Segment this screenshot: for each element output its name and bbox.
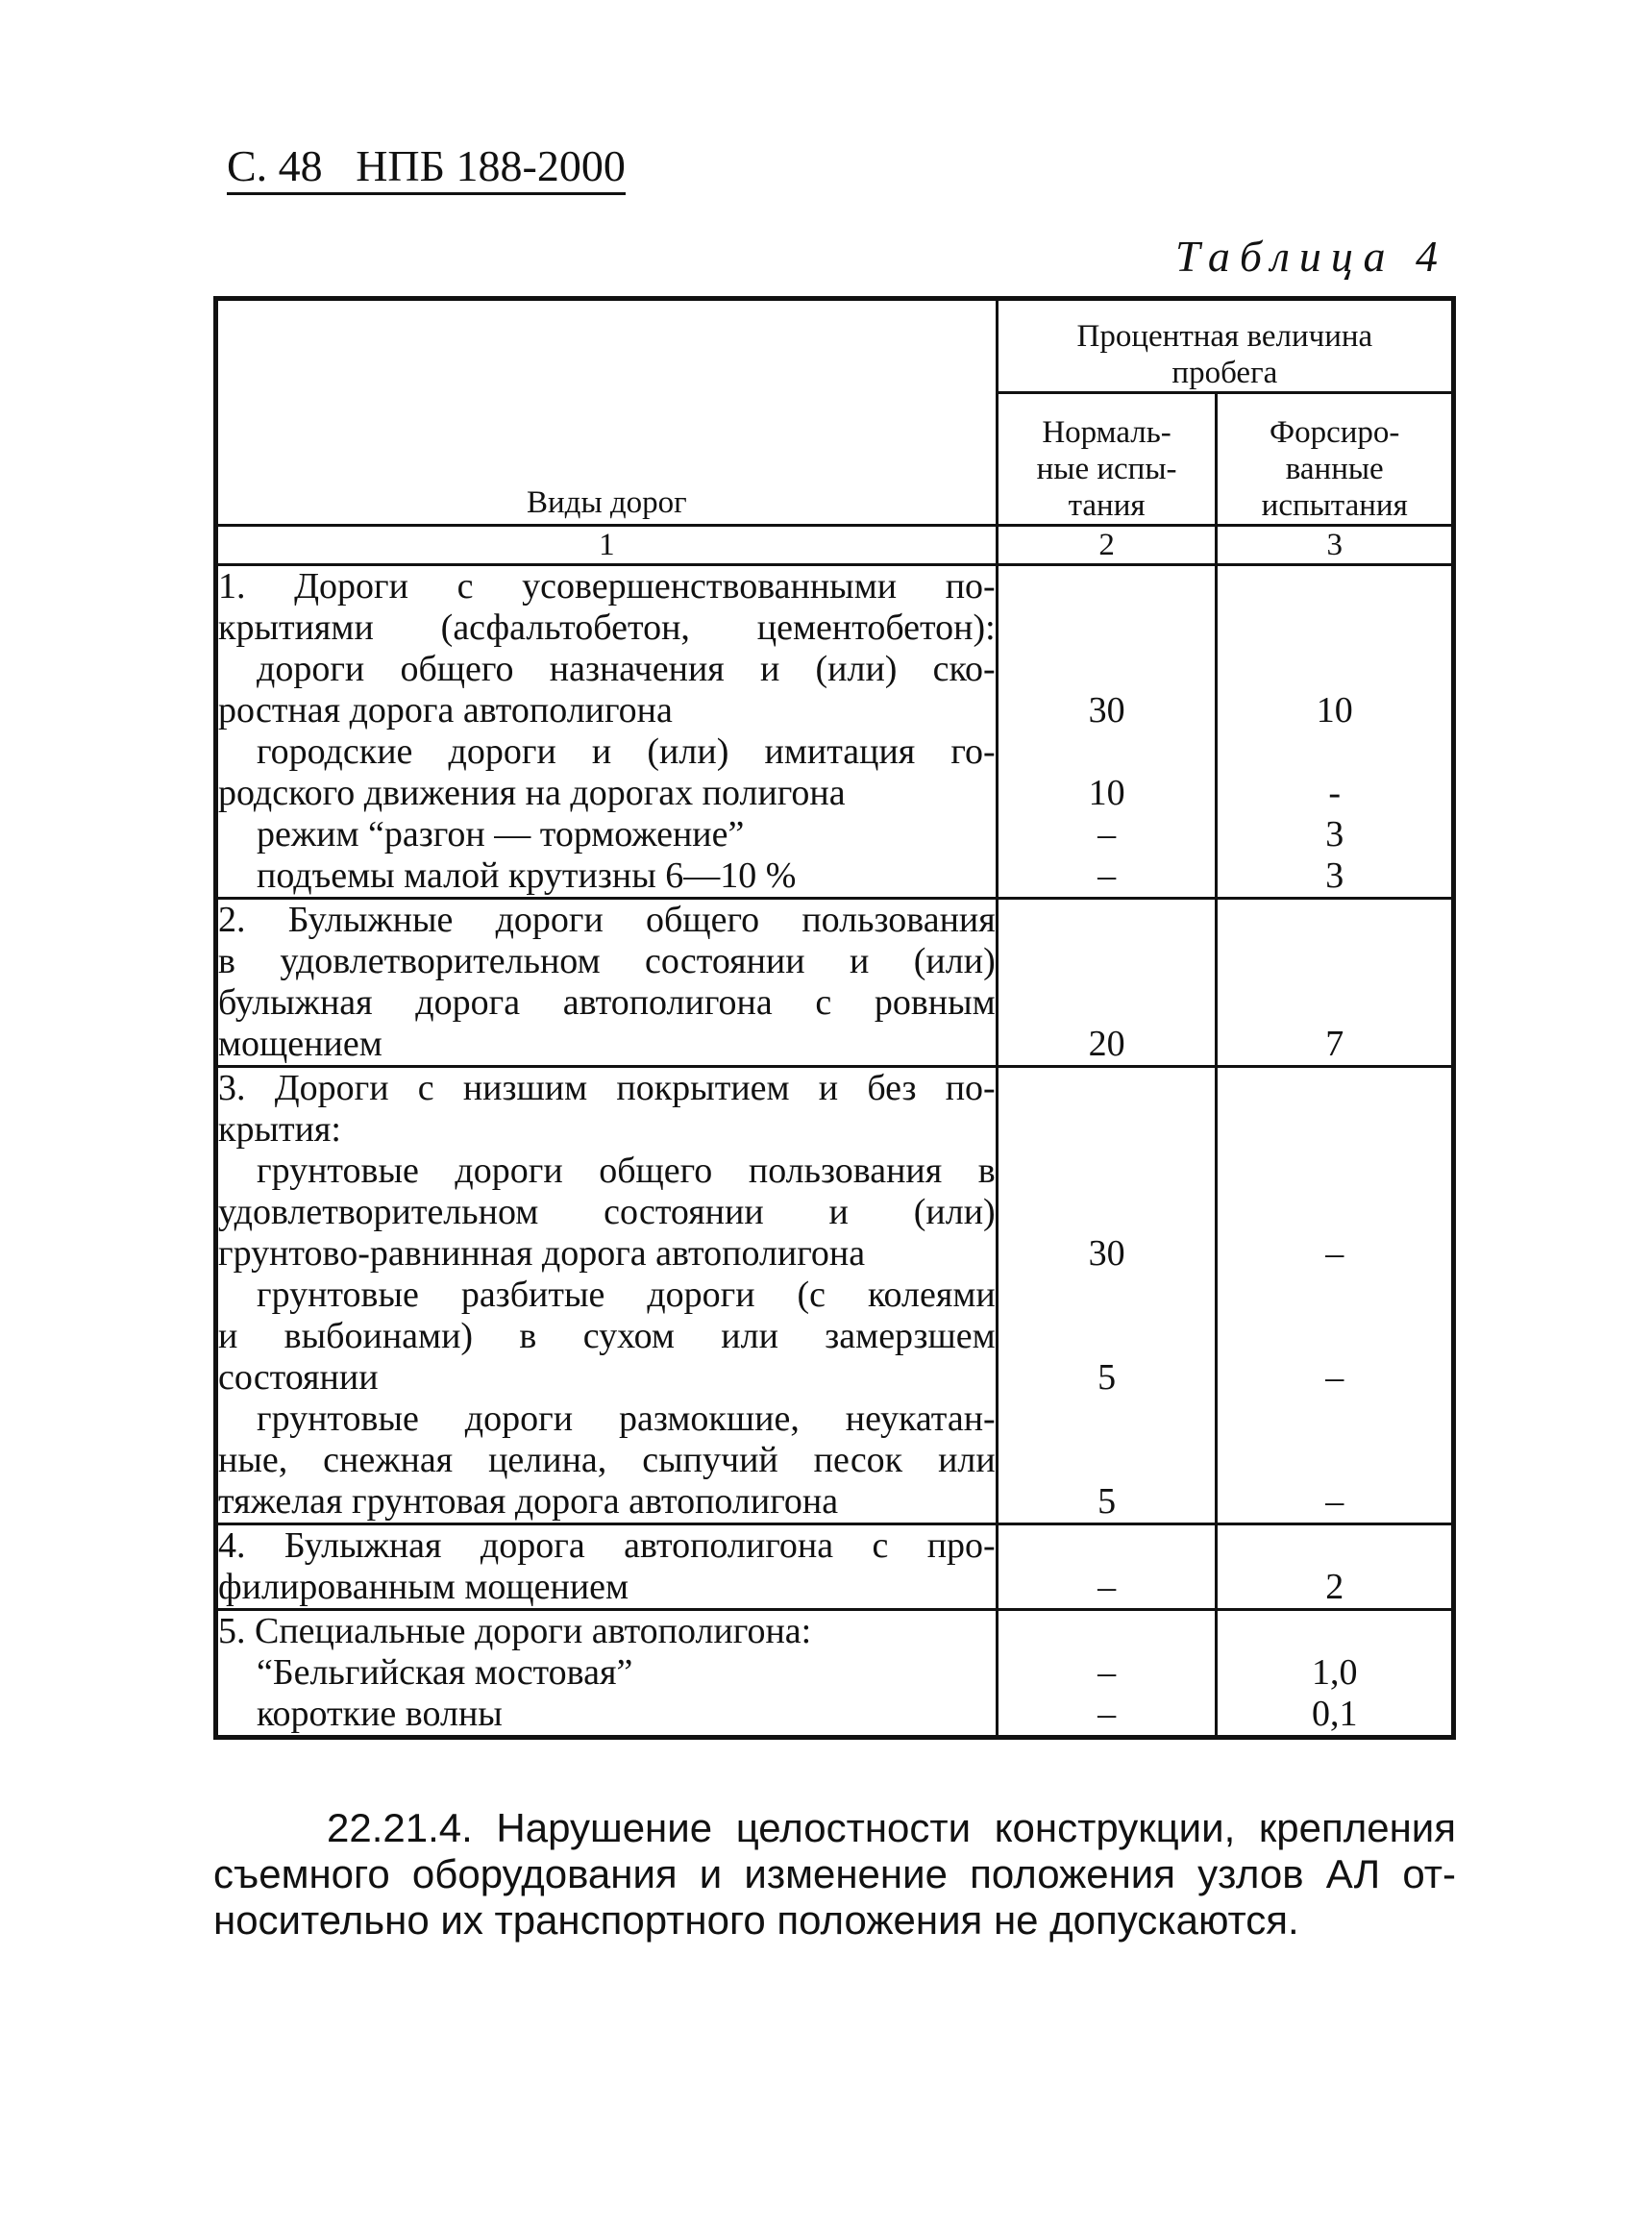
column-number: 1	[216, 526, 998, 565]
forced-value-cell: 10 - 3 3	[1217, 565, 1454, 899]
road-type-cell: 1. Дороги с усовершенствованными по- крытиями (асфальтобетон, цементобетон): дороги общего назначения и (или) ско- ростная дорога автополигона городские дороги и (или) имитация го- родского движения на дорогах полигона режим “разгон — торможение” подъемы малой крутизны 6—10 %	[216, 565, 998, 899]
paragraph-line: 22.21.4. Нарушение целостности конструкции, крепления	[327, 1805, 1456, 1850]
road-types-table	[213, 296, 1456, 1740]
paragraph-22-21-4	[213, 1805, 1456, 1944]
table-row-group-4	[216, 1524, 1454, 1610]
column-header-forced-tests: Форсиро- ванные испытания	[1217, 393, 1454, 526]
forced-value-cell: – – –	[1217, 1067, 1454, 1524]
column-number: 3	[1217, 526, 1454, 565]
column-group-header-mileage: Процентная величина пробега	[997, 299, 1453, 393]
forced-value-cell: 7	[1217, 899, 1454, 1067]
table-row-group-1	[216, 565, 1454, 899]
paragraph-line: носительно их транспортного положения не допускаются.	[213, 1897, 1299, 1943]
table-row-group-2	[216, 899, 1454, 1067]
forced-value-cell: 1,0 0,1	[1217, 1610, 1454, 1738]
table-row-group-5	[216, 1610, 1454, 1738]
column-header-road-types: Виды дорог	[216, 299, 998, 526]
normal-value-cell: –	[997, 1524, 1217, 1610]
normal-value-cell: 30 10 – –	[997, 565, 1217, 899]
page-header	[227, 141, 626, 195]
document-code: НПБ 188-2000	[356, 141, 626, 190]
road-type-cell: 4. Булыжная дорога автополигона с про- филированным мощением	[216, 1524, 998, 1610]
page-number: С. 48	[227, 141, 323, 190]
road-type-cell: 2. Булыжные дороги общего пользования в удовлетворительном состоянии и (или) булыжная дорога автополигона с ровным мощением	[216, 899, 998, 1067]
normal-value-cell: 30 5 5	[997, 1067, 1217, 1524]
column-number: 2	[997, 526, 1217, 565]
normal-value-cell: 20	[997, 899, 1217, 1067]
road-type-cell: 3. Дороги с низшим покрытием и без по- крытия: грунтовые дороги общего пользования в удовлетворительном состоянии и (или) грунтово-равнинная дорога автополигона грунтовые разбитые дороги (с колеями и выбоинами) в сухом или замерзшем состоянии грунтовые дороги размокшие, неукатан- ные, снежная целина, сыпучий песок или тяжелая грунтовая дорога автополигона	[216, 1067, 998, 1524]
table-caption: Таблица 4	[1174, 232, 1447, 281]
paragraph-line: съемного оборудования и изменение положения узлов АЛ от-	[213, 1851, 1456, 1896]
table-row-group-3	[216, 1067, 1454, 1524]
normal-value-cell: – –	[997, 1610, 1217, 1738]
forced-value-cell: 2	[1217, 1524, 1454, 1610]
column-header-normal-tests: Нормаль- ные испы- тания	[997, 393, 1217, 526]
column-number-row	[216, 526, 1454, 565]
road-type-cell: 5. Специальные дороги автополигона: “Бельгийская мостовая” короткие волны	[216, 1610, 998, 1738]
